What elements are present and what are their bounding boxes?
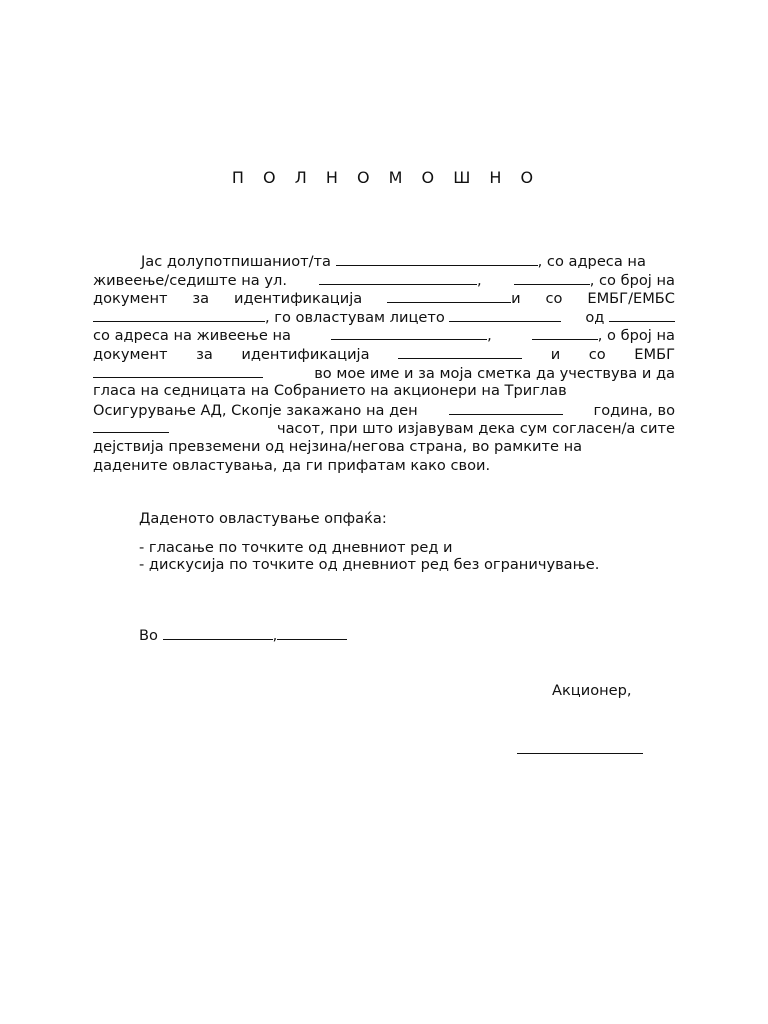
place-blank (163, 626, 273, 640)
paragraph-line-8 (93, 382, 675, 401)
text-segment: Јас долупотпишаниот/та (141, 253, 332, 270)
text-segment: , со адреса на (537, 253, 646, 270)
text-segment: , о број на (597, 327, 675, 345)
text-segment: документ (93, 290, 168, 308)
paragraph-line-3 (93, 289, 675, 308)
paragraph-line-11 (93, 438, 675, 457)
text-segment: идентификација (234, 290, 363, 308)
text-segment: идентификација (241, 345, 370, 363)
text-segment: документ (93, 345, 168, 363)
text-segment: со (588, 345, 606, 363)
shareholder-label: Акционер, (552, 682, 632, 699)
paragraph-line-10 (93, 419, 675, 438)
text-segment: , (477, 271, 482, 289)
text-segment: Осигурување АД, Скопје закажано на ден (93, 401, 418, 419)
proxy-embg-blank (93, 364, 263, 378)
street-number-blank (514, 271, 590, 285)
text-segment: во мое име и за моја сметка да учествува и да (314, 364, 675, 382)
text-segment: со (545, 290, 563, 308)
embg-embs-blank (93, 308, 265, 322)
paragraph-line-7 (93, 364, 675, 383)
proxy-street-number-blank (532, 326, 598, 340)
text-segment: , со број на (589, 271, 675, 289)
text-segment: дадените овластувања, да ги прифатам како свои. (93, 456, 491, 474)
street-blank (319, 271, 477, 285)
paragraph-line-9 (93, 401, 675, 420)
meeting-date-blank (449, 401, 563, 415)
signature-line (517, 752, 643, 754)
place-date-separator: , (272, 627, 278, 644)
proxy-name-blank (449, 308, 561, 322)
text-segment: со адреса на живеење на (93, 327, 291, 345)
text-segment: ЕМБГ/ЕМБС (587, 290, 675, 308)
document-title: П О Л Н О М О Ш Н О (231, 168, 541, 187)
place-prefix: Во (139, 627, 158, 644)
text-segment: година, во (593, 401, 675, 419)
paragraph-line-2 (93, 271, 675, 290)
id-document-blank (387, 289, 511, 303)
proxy-from-blank (609, 308, 675, 322)
text-segment: , го овластувам лицето (265, 308, 445, 326)
text-segment: , (487, 327, 492, 345)
scope-intro: Даденото овластување опфаќа: (139, 510, 387, 527)
text-segment: за (192, 290, 210, 308)
paragraph-line-5 (93, 326, 675, 345)
paragraph-line-12 (93, 457, 675, 476)
text-segment: живеење/седиште на ул. (93, 271, 287, 289)
scope-item: - гласање по точките од дневниот ред и (139, 538, 453, 556)
authorization-scope (139, 510, 699, 573)
authorization-paragraph (93, 252, 675, 475)
place-date-line (139, 626, 347, 645)
proxy-street-blank (331, 326, 487, 340)
text-segment: часот, при што изјавувам дека сум согласен/а сите (276, 420, 675, 438)
name-blank (336, 252, 538, 266)
proxy-id-document-blank (398, 345, 522, 359)
date-blank (277, 626, 347, 640)
text-segment: и (511, 290, 521, 308)
paragraph-line-4 (93, 308, 675, 327)
text-segment: ЕМБГ (634, 345, 675, 363)
scope-item: - дискусија по точките од дневниот ред без ограничување. (139, 555, 600, 573)
paragraph-line-1 (93, 252, 675, 271)
text-segment: и (550, 345, 561, 363)
text-segment: гласа на седницата на Собранието на акционери на Триглав (93, 382, 567, 400)
text-segment: за (196, 345, 213, 363)
text-segment: дејствија превземени од нејзина/негова страна, во рамките на (93, 437, 583, 455)
paragraph-line-6 (93, 345, 675, 364)
text-segment: од (585, 308, 605, 326)
meeting-time-blank (93, 419, 169, 433)
